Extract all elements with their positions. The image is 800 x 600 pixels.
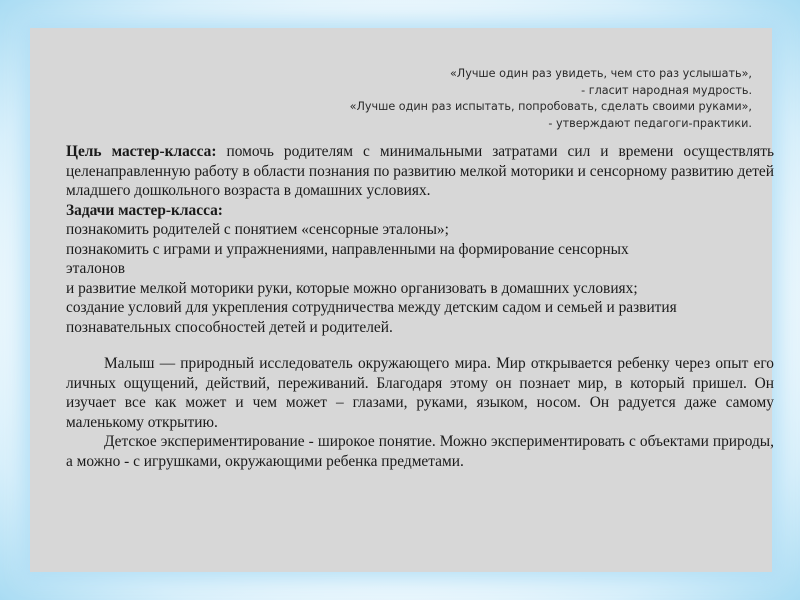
- task-item: эталонов: [66, 260, 126, 277]
- tasks-heading: Задачи мастер-класса:: [66, 201, 223, 219]
- body-paragraph: Малыш — природный исследователь окружающего мира. Мир открывается ребенку через опыт его личных ощущений, действий, переживаний. Благодаря этому он познает мир, в который пришел. Он изучает все как может и чем может – глазами, руками, языком, носом. Он радуется даже самому маленькому открытию.: [66, 355, 774, 431]
- goal-paragraph: [66, 142, 774, 201]
- epigraph-line: - утверждают педагоги-практики.: [548, 117, 752, 131]
- epigraph-line: «Лучше один раз увидеть, чем сто раз услышать»,: [449, 67, 752, 80]
- epigraph-line: - гласит народная мудрость.: [581, 83, 752, 97]
- epigraph-line: «Лучше один раз испытать, попробовать, сделать своими руками»,: [349, 100, 752, 114]
- task-item: познакомить родителей с понятием «сенсорные эталоны»;: [66, 221, 449, 238]
- task-item: и развитие мелкой моторики руки, которые можно организовать в домашних условиях;: [66, 279, 638, 297]
- body-paragraph: Детское экспериментирование - широкое понятие. Можно экспериментировать с объектами природы, а можно - с игрушками, окружающими ребенка предметами.: [66, 433, 774, 470]
- task-item: познакомить с играми и упражнениями, направленными на формирование сенсорных: [66, 240, 629, 258]
- task-item: создание условий для укрепления сотрудничества между детским садом и семьей и развития познавательных способностей детей и родителей.: [66, 299, 677, 336]
- spacer: [66, 337, 774, 354]
- goal-text: помочь родителям с минимальными затратами сил и времени осуществлять целенаправленную работу в области познания по развитию мелкой моторики и сенсорному развитию детей младшего дошкольного возраста в домашних условиях.: [66, 143, 774, 199]
- main-text: [66, 142, 774, 471]
- epigraph: [350, 66, 752, 133]
- goal-label: Цель мастер-класса:: [66, 143, 217, 160]
